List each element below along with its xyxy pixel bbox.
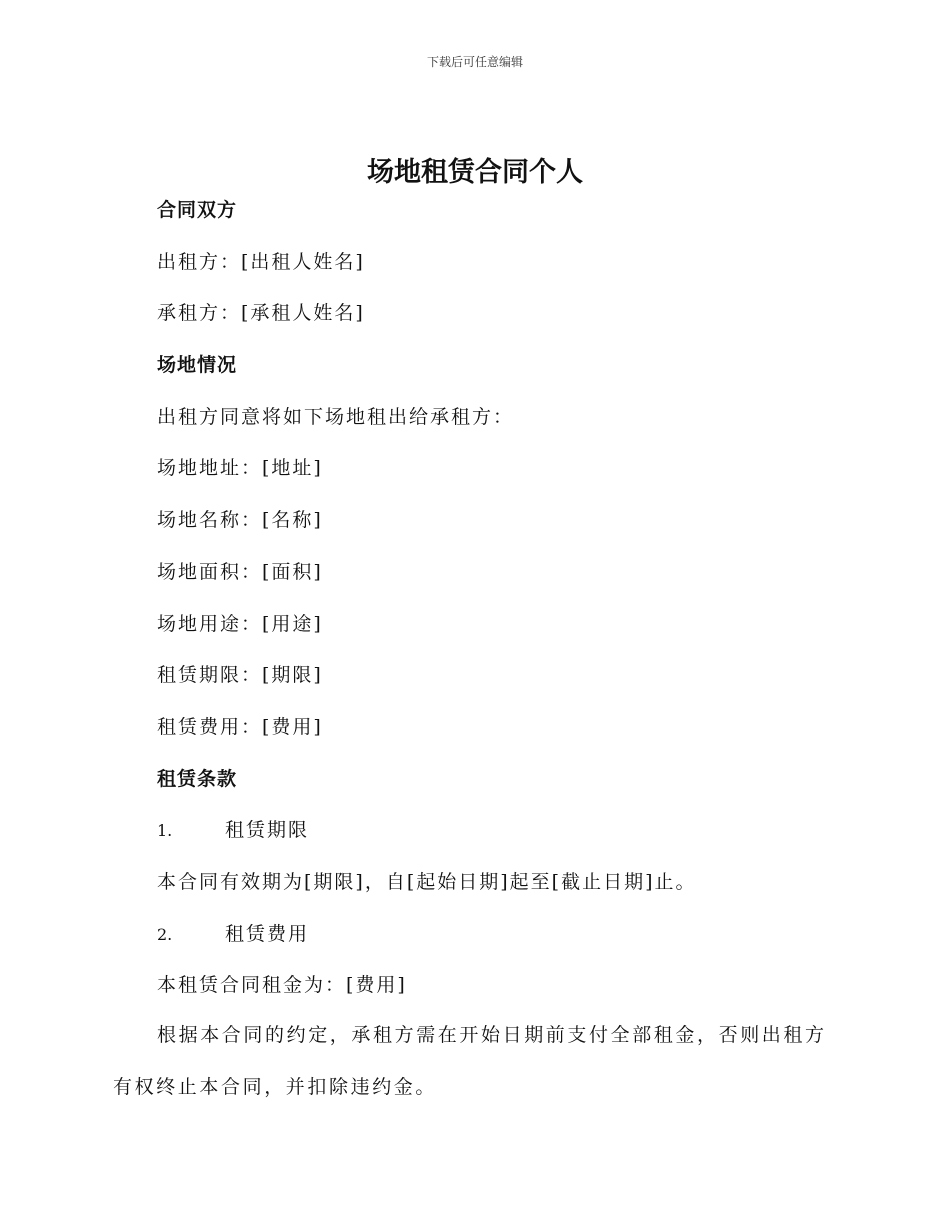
venue-area: 场地面积：[面积]	[157, 560, 323, 583]
numbered-item-1	[157, 816, 837, 868]
payment-paragraph	[113, 1021, 833, 1101]
header-note: 下载后可任意编辑	[426, 55, 523, 69]
paragraph-line: 根据本合同的约定，承租方需在开始日期前支付全部租金，否则出租方	[157, 1024, 827, 1046]
section-heading-terms: 租赁条款	[157, 767, 238, 790]
lessor-line: 出租方：[出租人姓名]	[157, 250, 365, 273]
document-body	[157, 196, 837, 1023]
paragraph-line: 有权终止本合同，并扣除违约金。	[113, 1075, 438, 1098]
item-label: 租赁费用	[225, 922, 310, 945]
lessee-line: 承租方：[承租人姓名]	[157, 302, 365, 325]
item-number: 1.	[157, 821, 173, 841]
venue-fee: 租赁费用：[费用]	[157, 715, 323, 738]
item-label: 租赁期限	[225, 819, 310, 842]
numbered-item-2	[157, 920, 837, 972]
section-heading-venue: 场地情况	[157, 354, 238, 377]
venue-use: 场地用途：[用途]	[157, 612, 323, 635]
item-number: 2.	[157, 924, 173, 944]
term-period-text: 本合同有效期为[期限]，自[起始日期]起至[截止日期]止。	[157, 870, 697, 893]
document-title: 场地租赁合同个人	[367, 157, 583, 188]
section-heading-parties: 合同双方	[157, 199, 238, 221]
term-fee-text: 本租赁合同租金为：[费用]	[157, 974, 407, 997]
venue-name: 场地名称：[名称]	[157, 509, 323, 532]
venue-term: 租赁期限：[期限]	[157, 664, 323, 687]
venue-intro: 出租方同意将如下场地租出给承租方：	[157, 405, 515, 428]
venue-address: 场地地址：[地址]	[157, 457, 323, 480]
